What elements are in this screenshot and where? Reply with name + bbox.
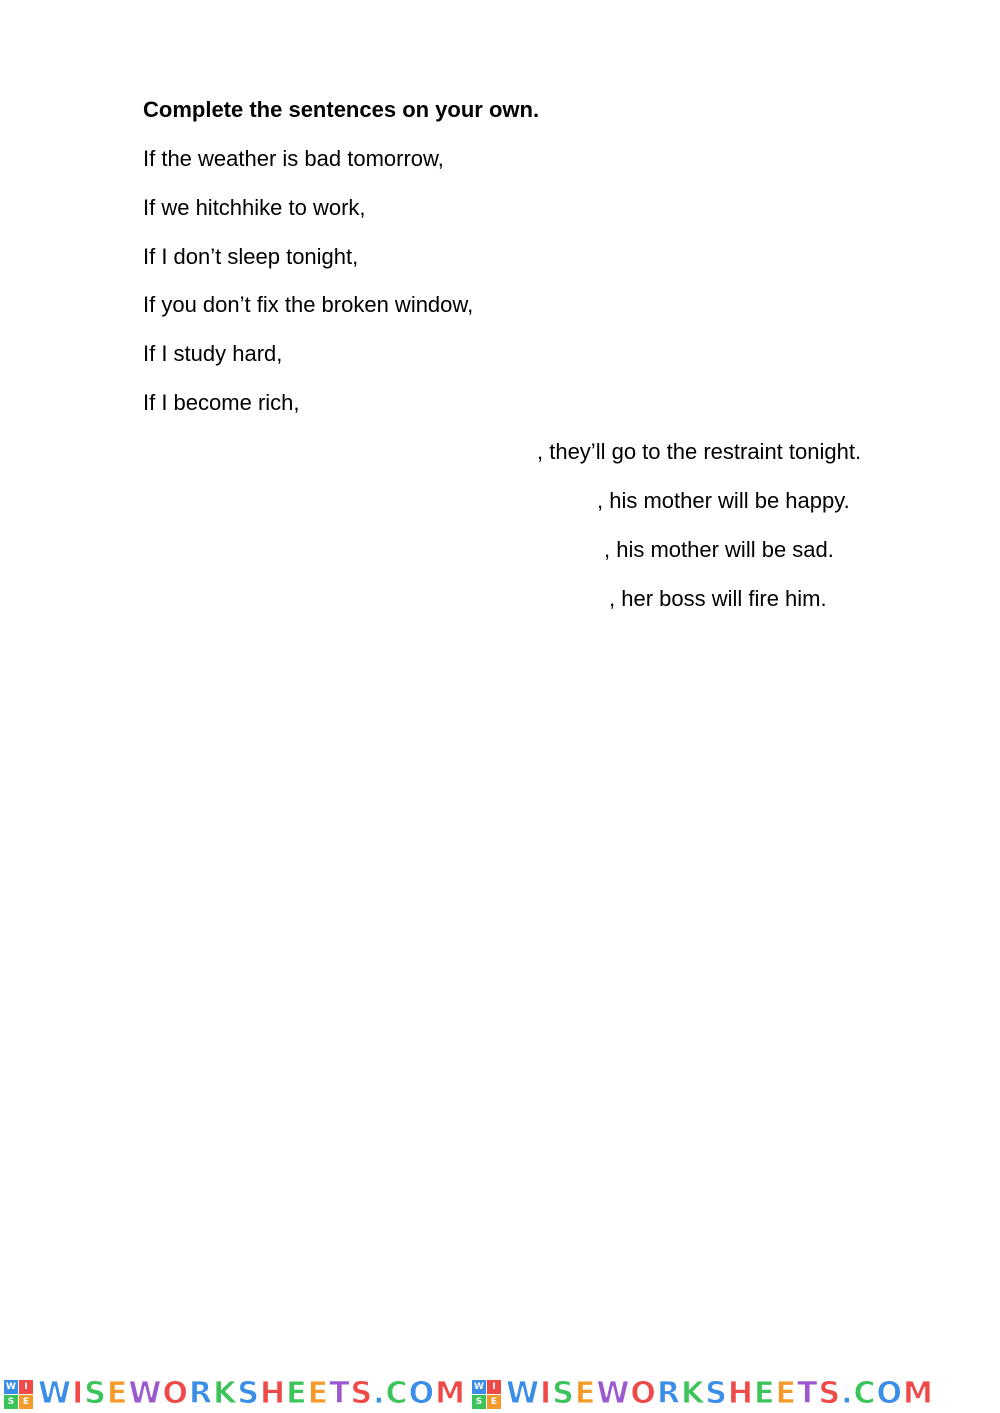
watermark-logo-2 <box>472 1378 934 1410</box>
sentence-start-5: If I study hard, <box>143 341 283 366</box>
sentence-start-6: If I become rich, <box>143 390 300 415</box>
badge-letter: I <box>19 1380 33 1394</box>
watermark-text: WISEWORKSHEETS.COM <box>505 1376 934 1411</box>
badge-letter: I <box>487 1380 501 1394</box>
logo-badge-icon <box>4 1380 33 1409</box>
sentence-end-2: , his mother will be happy. <box>597 488 850 513</box>
sentence-end-1: , they’ll go to the restraint tonight. <box>537 439 862 464</box>
logo-badge-icon <box>472 1380 501 1409</box>
sentence-start-2: If we hitchhike to work, <box>143 195 366 220</box>
watermark-text: WISEWORKSHEETS.COM <box>38 1376 466 1411</box>
sentence-end-3: , his mother will be sad. <box>604 537 834 562</box>
sentence-start-1: If the weather is bad tomorrow, <box>143 146 444 171</box>
badge-letter: E <box>487 1395 501 1409</box>
badge-letter: S <box>472 1395 486 1409</box>
badge-letter: E <box>19 1395 33 1409</box>
badge-letter: W <box>472 1380 486 1394</box>
sentence-start-3: If I don’t sleep tonight, <box>143 244 359 269</box>
badge-letter: W <box>4 1380 18 1394</box>
sentence-start-4: If you don’t fix the broken window, <box>143 292 474 317</box>
watermark-footer <box>4 1378 998 1410</box>
sentence-end-4: , her boss will fire him. <box>609 586 827 611</box>
instructions-title: Complete the sentences on your own. <box>143 97 540 122</box>
watermark-logo-1 <box>4 1378 466 1410</box>
badge-letter: S <box>4 1395 18 1409</box>
